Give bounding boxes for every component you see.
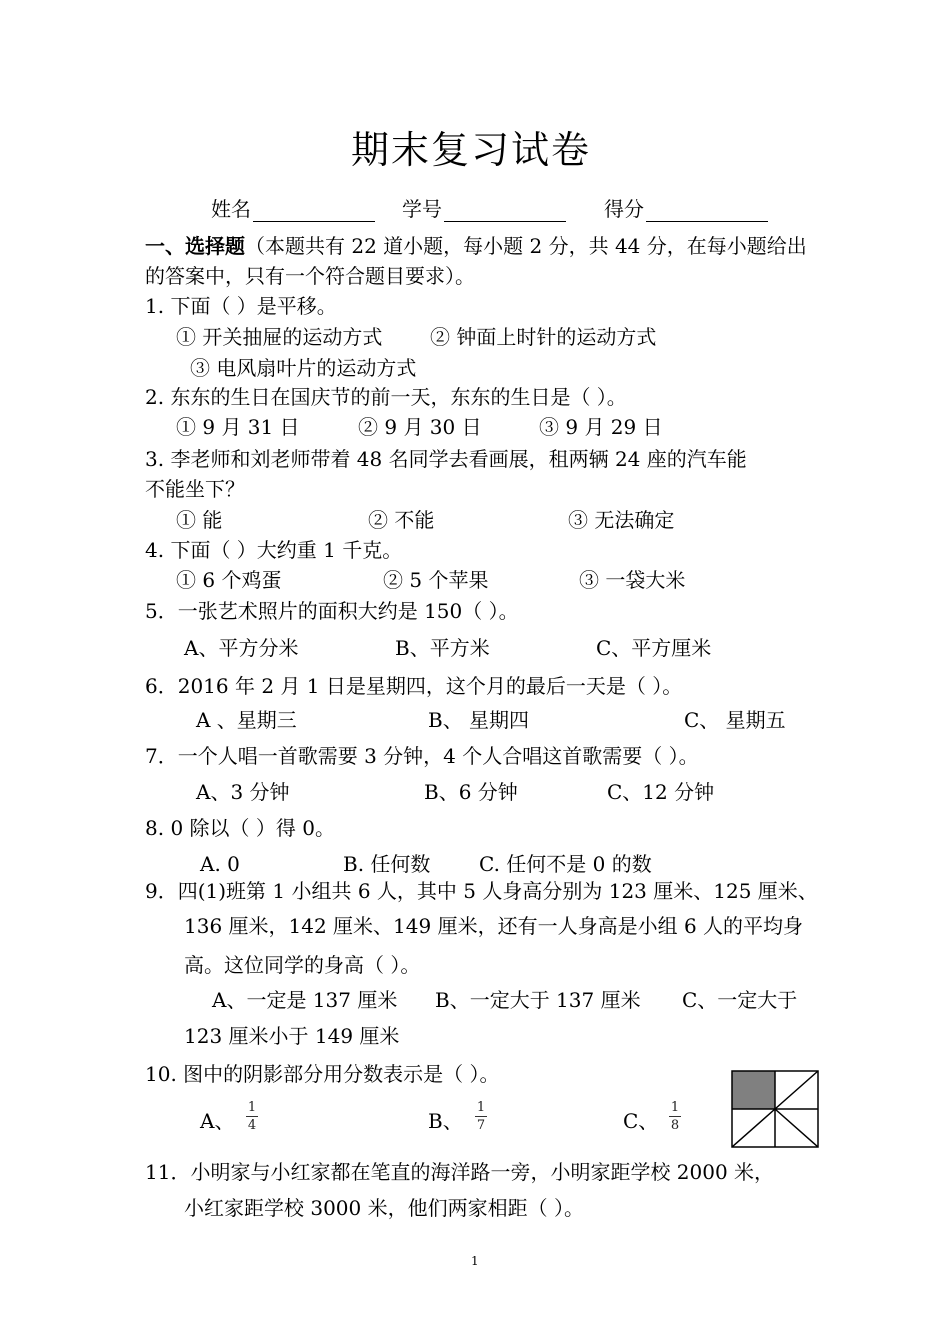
q1-option-b[interactable]: ② 钟面上时针的运动方式 (430, 325, 657, 349)
q9-option-c[interactable]: C、一定大于 (682, 988, 798, 1012)
q6-option-b[interactable]: B、 星期四 (428, 708, 530, 732)
fraction-c-numerator: 1 (670, 1100, 680, 1115)
q4-option-c[interactable]: ③ 一袋大米 (579, 568, 686, 592)
q6-option-a[interactable]: A 、星期三 (196, 708, 297, 732)
score-blank[interactable] (646, 201, 768, 222)
q2-option-c[interactable]: ③ 9 月 29 日 (539, 415, 663, 439)
id-blank[interactable] (444, 201, 566, 222)
q9-stem-line3: 高。这位同学的身高（ ）。 (184, 953, 421, 977)
q1-stem: 1. 下面（ ）是平移。 (145, 294, 337, 318)
q10-fraction-b (473, 1100, 489, 1133)
section-note-line1: （本题共有 22 道小题，每小题 2 分，共 44 分，在每小题给出 (245, 234, 807, 258)
fraction-b-bar (475, 1116, 487, 1117)
q10-fraction-c (667, 1100, 683, 1133)
q10-fraction-a (244, 1100, 260, 1133)
q7-option-b[interactable]: B、6 分钟 (424, 780, 518, 804)
id-label: 学号 (402, 197, 442, 221)
id-field (402, 196, 566, 222)
shaded-cell (732, 1071, 775, 1109)
fraction-b-numerator: 1 (476, 1100, 486, 1115)
q9-stem-line1: 9．四(1)班第 1 小组共 6 人，其中 5 人身高分别为 123 厘米、125 厘米、 (145, 879, 818, 903)
q9-option-b[interactable]: B、一定大于 137 厘米 (435, 988, 641, 1012)
q8-option-b[interactable]: B. 任何数 (343, 852, 431, 876)
q10-stem: 10. 图中的阴影部分用分数表示是（ ）。 (145, 1062, 500, 1086)
q2-option-a[interactable]: ① 9 月 31 日 (176, 415, 300, 439)
q10-shaded-grid-figure (731, 1070, 819, 1148)
name-blank[interactable] (253, 201, 375, 222)
q10-option-c[interactable]: C、 (623, 1109, 659, 1133)
q6-option-c[interactable]: C、 星期五 (684, 708, 786, 732)
section-note-line2: 的答案中，只有一个符合题目要求）。 (145, 264, 475, 288)
q5-option-c[interactable]: C、平方厘米 (596, 636, 712, 660)
fraction-a-numerator: 1 (247, 1100, 257, 1115)
q6-stem: 6．2016 年 2 月 1 日是星期四，这个月的最后一天是（ ）。 (145, 674, 683, 698)
q3-option-b[interactable]: ② 不能 (368, 508, 435, 532)
q10-option-a[interactable]: A、 (200, 1109, 235, 1133)
q10-option-b[interactable]: B、 (428, 1109, 463, 1133)
q11-stem-line1: 11．小明家与小红家都在笔直的海洋路一旁，小明家距学校 2000 米， (145, 1160, 775, 1184)
fraction-b-denominator: 7 (476, 1118, 486, 1133)
q3-option-c[interactable]: ③ 无法确定 (568, 508, 675, 532)
q8-option-c[interactable]: C. 任何不是 0 的数 (479, 852, 652, 876)
page-title: 期末复习试卷 (351, 128, 592, 172)
q3-stem-line2: 不能坐下？ (145, 477, 245, 501)
q7-option-a[interactable]: A、3 分钟 (196, 780, 290, 804)
q5-stem: 5．一张艺术照片的面积大约是 150（ ）。 (145, 599, 519, 623)
q4-option-b[interactable]: ② 5 个苹果 (383, 568, 489, 592)
q5-option-a[interactable]: A、平方分米 (184, 636, 299, 660)
q3-option-a[interactable]: ① 能 (176, 508, 223, 532)
q4-stem: 4. 下面（ ）大约重 1 千克。 (145, 538, 403, 562)
section-heading: 一、选择题 (145, 234, 245, 258)
page-number: 1 (471, 1254, 479, 1268)
score-field (604, 196, 768, 222)
fraction-a-bar (246, 1116, 258, 1117)
q4-option-a[interactable]: ① 6 个鸡蛋 (176, 568, 282, 592)
fraction-c-bar (669, 1116, 681, 1117)
q9-option-c-continued: 123 厘米小于 149 厘米 (184, 1024, 400, 1048)
score-label: 得分 (604, 197, 644, 221)
q11-stem-line2: 小红家距学校 3000 米，他们两家相距（ ）。 (184, 1196, 584, 1220)
q1-option-a[interactable]: ① 开关抽屉的运动方式 (176, 325, 383, 349)
q9-option-a[interactable]: A、一定是 137 厘米 (212, 988, 398, 1012)
q7-stem: 7．一个人唱一首歌需要 3 分钟，4 个人合唱这首歌需要（ ）。 (145, 744, 699, 768)
q3-stem-line1: 3. 李老师和刘老师带着 48 名同学去看画展，租两辆 24 座的汽车能 (145, 447, 747, 471)
name-field (211, 196, 375, 222)
fraction-a-denominator: 4 (247, 1118, 257, 1133)
q7-option-c[interactable]: C、12 分钟 (607, 780, 715, 804)
q8-option-a[interactable]: A. 0 (200, 852, 240, 876)
section-heading-line (145, 233, 807, 259)
q9-stem-line2: 136 厘米，142 厘米、149 厘米，还有一人身高是小组 6 人的平均身 (184, 914, 804, 938)
q1-option-c[interactable]: ③ 电风扇叶片的运动方式 (190, 356, 417, 380)
q8-stem: 8. 0 除以（ ）得 0。 (145, 816, 335, 840)
q2-stem: 2. 东东的生日在国庆节的前一天，东东的生日是（ ）。 (145, 385, 627, 409)
q2-option-b[interactable]: ② 9 月 30 日 (358, 415, 482, 439)
name-label: 姓名 (211, 197, 251, 221)
fraction-c-denominator: 8 (670, 1118, 680, 1133)
q5-option-b[interactable]: B、平方米 (395, 636, 490, 660)
